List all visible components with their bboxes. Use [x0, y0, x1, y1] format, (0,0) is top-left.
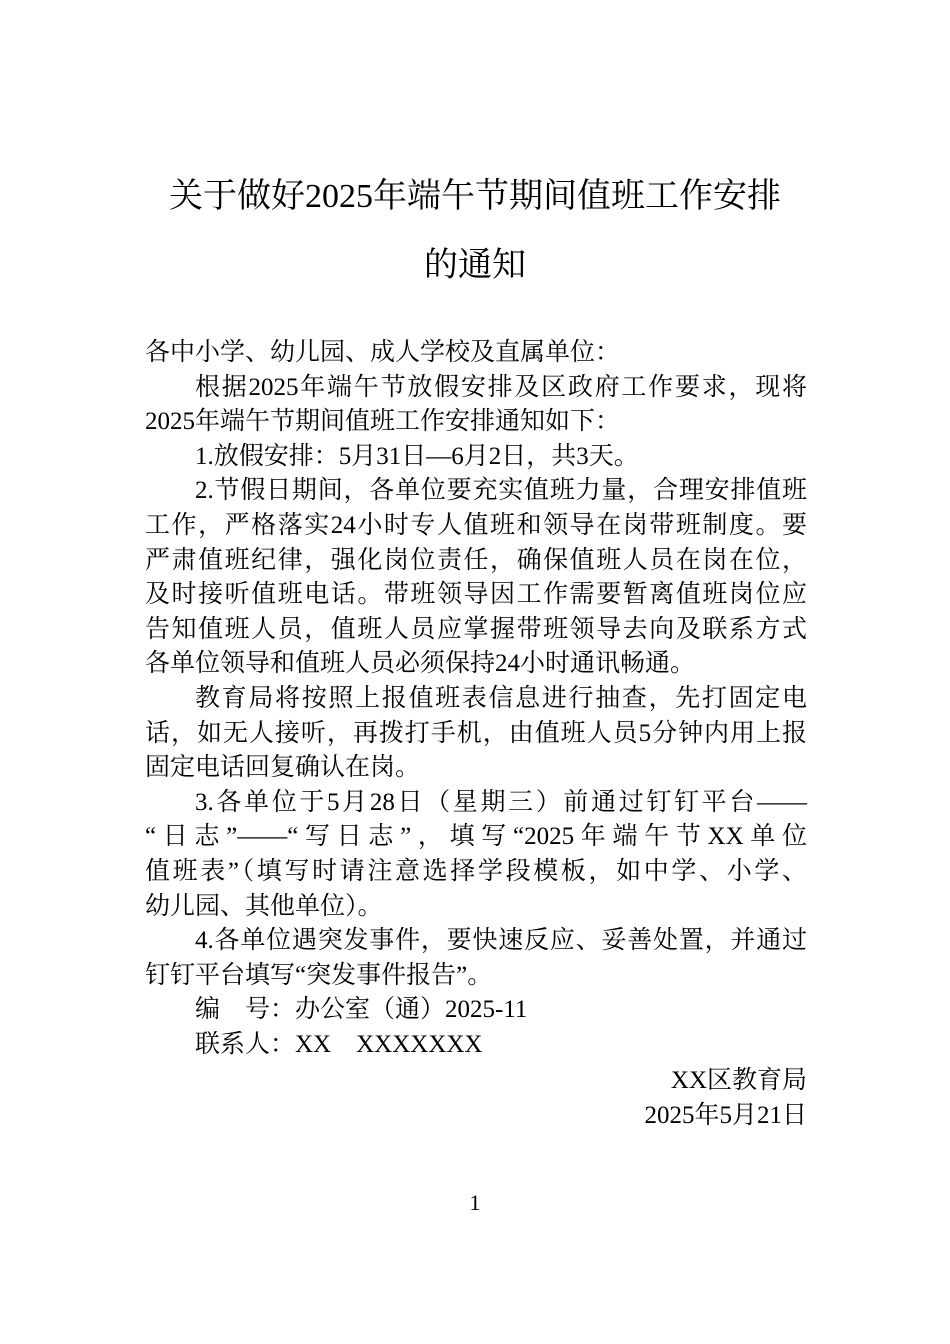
salutation: 各中小学、幼儿园、成人学校及直属单位：	[145, 339, 621, 366]
signature-date: 2025年5月21日	[644, 1102, 807, 1130]
paragraph	[145, 371, 807, 440]
paragraph-line: 工作，严格落实24小时专人值班和领导在岗带班制度。要	[145, 511, 807, 539]
paragraph-line: 4.各单位遇突发事件，要快速反应、妥善处置，并通过	[195, 927, 807, 955]
paragraph-line: 及时接听值班电话。带班领导因工作需要暂离值班岗位应	[145, 581, 807, 609]
paragraph	[145, 474, 807, 682]
contact-person: 联系人：XX XXXXXXX	[195, 1030, 483, 1058]
paragraph-line: 2.节假日期间，各单位要充实值班力量，合理安排值班	[195, 477, 807, 505]
paragraph-line: 话，如无人接听，再拨打手机，由值班人员5分钟内用上报	[145, 719, 807, 747]
page-number: 1	[469, 1190, 481, 1215]
document-title-line-2: 的通知	[424, 247, 526, 284]
paragraph-line: 严肃值班纪律，强化岗位责任，确保值班人员在岗在位，	[145, 546, 807, 574]
signature-org: XX区教育局	[670, 1067, 807, 1095]
paragraph-line: 幼儿园、其他单位）。	[145, 892, 383, 920]
document-body	[145, 336, 807, 1134]
paragraph-line: 根据2025年端午节放假安排及区政府工作要求，现将	[195, 373, 807, 401]
paragraph-line: 3.各单位于5月28日（星期三）前通过钉钉平台——	[195, 788, 807, 816]
paragraph	[145, 924, 807, 993]
paragraph-line: 2025年端午节期间值班工作安排通知如下：	[145, 408, 621, 436]
document-title-line-1: 关于做好2025年端午节期间值班工作安排	[169, 178, 781, 215]
paragraph-line: 告知值班人员，值班人员应掌握带班领导去向及联系方式	[145, 615, 807, 643]
paragraph-line: 值班表”（填写时请注意选择学段模板，如中学、小学、	[145, 857, 807, 885]
paragraph-line: 固定电话回复确认在岗。	[145, 754, 421, 782]
paragraph	[145, 682, 807, 786]
paragraph-line: 教育局将按照上报值班表信息进行抽查，先打固定电	[195, 684, 807, 712]
paragraph-line: 1.放假安排：5月31日—6月2日，共3天。	[195, 442, 639, 470]
paragraph-line: 各单位领导和值班人员必须保持24小时通讯畅通。	[145, 650, 696, 678]
paragraph-line: “日志”——“写日志”，填写“2025年端午节XX单位	[145, 823, 807, 851]
paragraph-line: 钉钉平台填写“突发事件报告”。	[145, 961, 493, 989]
paragraph	[145, 440, 807, 475]
paragraph	[145, 786, 807, 924]
document-number: 编 号：办公室（通）2025-11	[195, 996, 528, 1024]
